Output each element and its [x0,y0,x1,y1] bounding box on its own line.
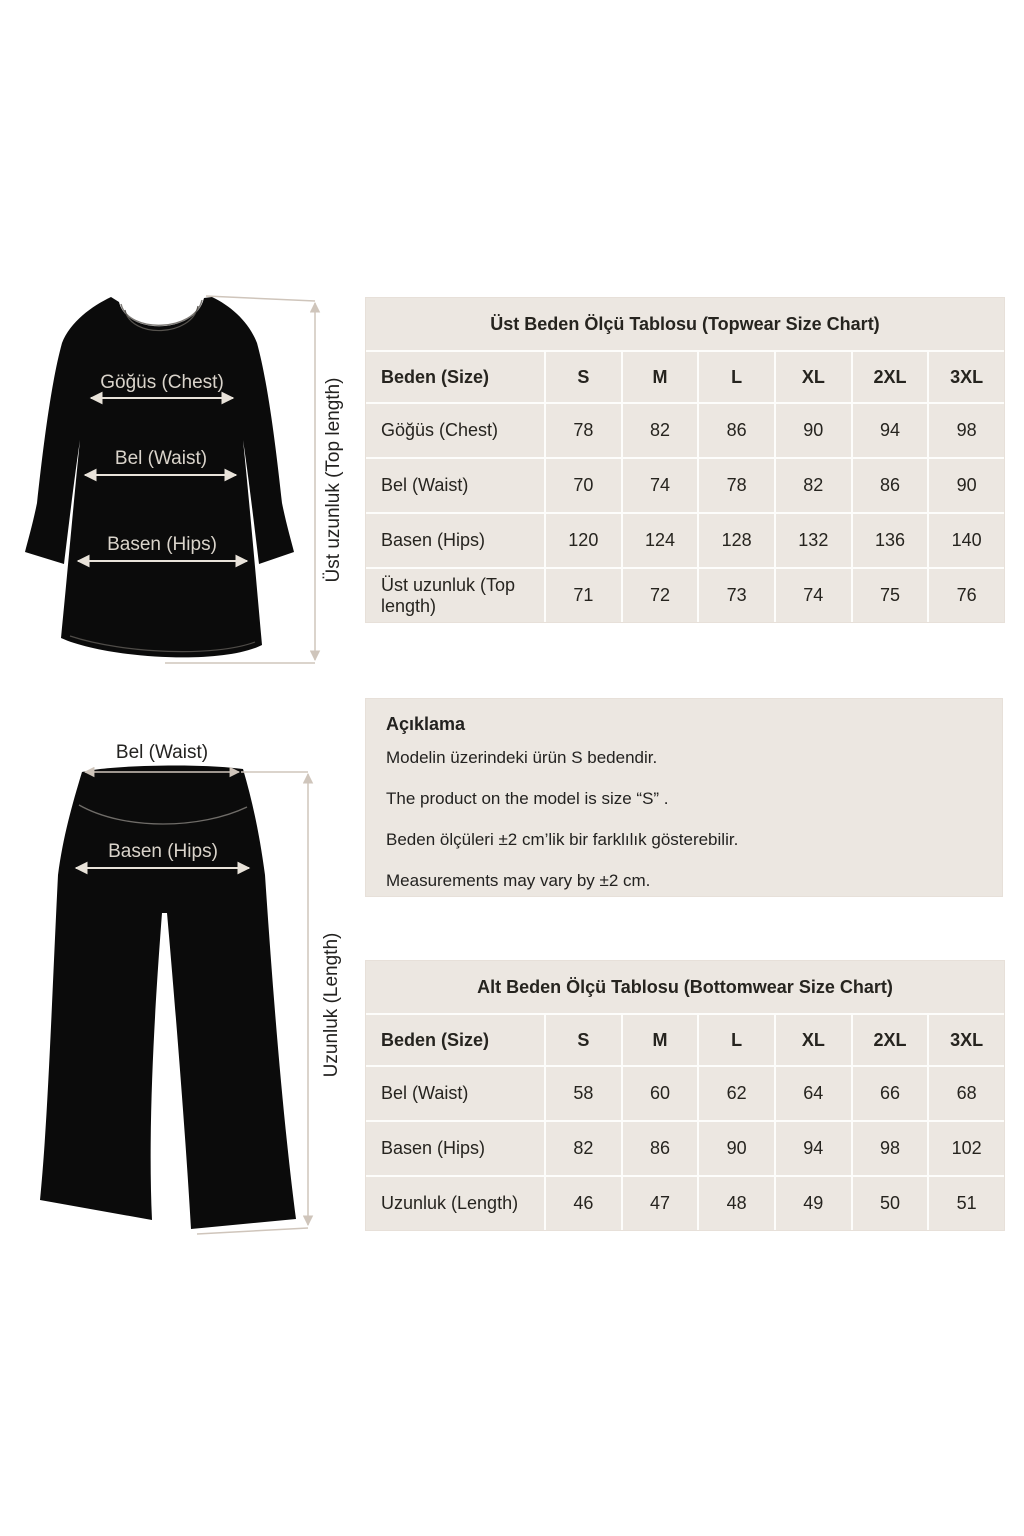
column-header: L [699,352,774,402]
size-value: 78 [546,404,621,457]
notes-panel [365,698,1003,897]
size-value: 49 [776,1177,851,1230]
top-length-label: Üst uzunluk (Top length) [323,377,344,583]
size-value: 124 [623,514,698,567]
size-value: 94 [853,404,928,457]
column-header: Beden (Size) [366,1015,544,1065]
size-value: 48 [699,1177,774,1230]
topwear-size-table [365,297,1005,623]
size-value: 102 [929,1122,1004,1175]
row-label: Bel (Waist) [366,459,544,512]
table-title: Alt Beden Ölçü Tablosu (Bottomwear Size Chart) [366,961,1004,1013]
size-value: 120 [546,514,621,567]
size-value: 82 [623,404,698,457]
size-value: 71 [546,569,621,622]
top-length-tick-top [206,296,315,301]
size-value: 68 [929,1067,1004,1120]
size-value: 90 [929,459,1004,512]
row-label: Bel (Waist) [366,1067,544,1120]
size-value: 75 [853,569,928,622]
column-header: 2XL [853,1015,928,1065]
pants-waist-label: Bel (Waist) [115,742,209,763]
bottomwear-size-table [365,960,1005,1231]
column-header: 2XL [853,352,928,402]
tunic-silhouette [25,297,294,657]
size-value: 66 [853,1067,928,1120]
size-value: 73 [699,569,774,622]
size-value: 86 [853,459,928,512]
hips-label: Basen (Hips) [107,534,217,555]
size-value: 72 [623,569,698,622]
size-value: 98 [853,1122,928,1175]
size-value: 74 [776,569,851,622]
size-value: 140 [929,514,1004,567]
size-value: 86 [623,1122,698,1175]
size-value: 90 [699,1122,774,1175]
pants-hips-label: Basen (Hips) [108,841,218,862]
column-header: S [546,352,621,402]
size-value: 62 [699,1067,774,1120]
notes-title: Açıklama [386,714,466,734]
row-label: Göğüs (Chest) [366,404,544,457]
note-line: The product on the model is size “S” . [386,789,669,808]
row-label: Basen (Hips) [366,514,544,567]
column-header: S [546,1015,621,1065]
column-header: Beden (Size) [366,352,544,402]
size-value: 98 [929,404,1004,457]
size-value: 60 [623,1067,698,1120]
note-line: Modelin üzerindeki ürün S bedendir. [386,748,658,767]
size-value: 132 [776,514,851,567]
size-value: 76 [929,569,1004,622]
size-value: 78 [699,459,774,512]
size-value: 90 [776,404,851,457]
size-value: 47 [623,1177,698,1230]
size-value: 128 [699,514,774,567]
pants-silhouette [40,765,296,1229]
row-label: Uzunluk (Length) [366,1177,544,1230]
size-value: 82 [776,459,851,512]
size-value: 94 [776,1122,851,1175]
column-header: 3XL [929,1015,1004,1065]
row-label: Üst uzunluk (Top length) [366,569,544,622]
topwear-measurement-diagram [15,288,355,693]
size-value: 86 [699,404,774,457]
bottomwear-measurement-diagram [15,725,355,1255]
notes-lines [386,748,982,891]
size-value: 64 [776,1067,851,1120]
column-header: XL [776,352,851,402]
size-value: 74 [623,459,698,512]
row-label: Basen (Hips) [366,1122,544,1175]
column-header: M [623,352,698,402]
size-value: 82 [546,1122,621,1175]
size-value: 50 [853,1177,928,1230]
pants-length-label: Uzunluk (Length) [321,932,342,1078]
column-header: XL [776,1015,851,1065]
note-line: Beden ölçüleri ±2 cm’lik bir farklılık gösterebilir. [386,830,739,849]
waist-label: Bel (Waist) [114,448,208,469]
column-header: 3XL [929,352,1004,402]
size-value: 51 [929,1177,1004,1230]
table-title: Üst Beden Ölçü Tablosu (Topwear Size Chart) [366,298,1004,350]
pants-length-tick-bottom [197,1228,308,1234]
chest-label: Göğüs (Chest) [100,372,224,393]
note-line: Measurements may vary by ±2 cm. [386,871,651,890]
size-value: 46 [546,1177,621,1230]
column-header: M [623,1015,698,1065]
size-value: 136 [853,514,928,567]
column-header: L [699,1015,774,1065]
size-value: 70 [546,459,621,512]
size-value: 58 [546,1067,621,1120]
